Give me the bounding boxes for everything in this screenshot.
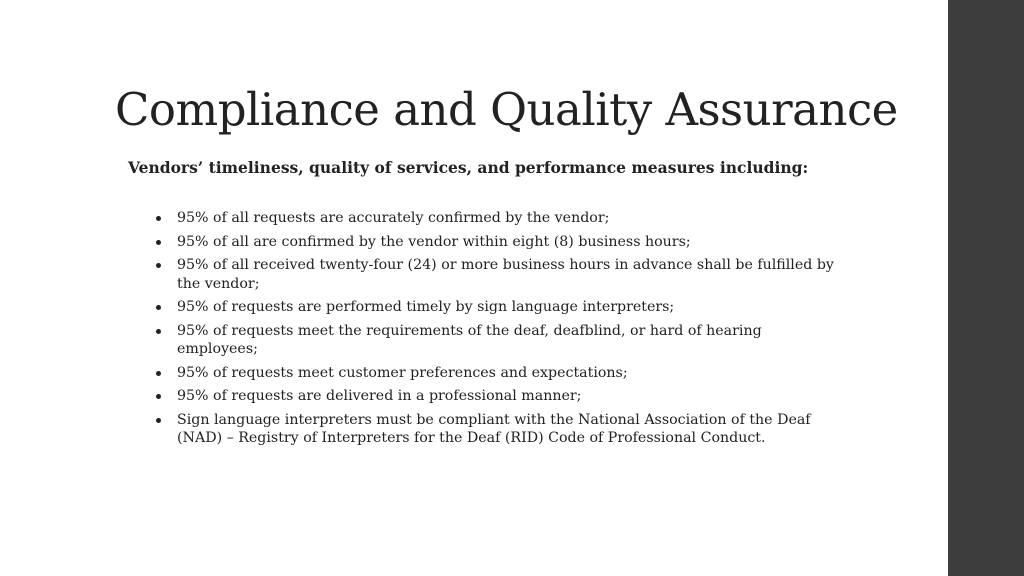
bullet-icon (156, 394, 161, 399)
bullet-icon (156, 263, 161, 268)
bullet-icon (156, 329, 161, 334)
bullet-item-5 (155, 322, 835, 359)
bullet-item-1 (155, 209, 835, 228)
bullet-icon (156, 240, 161, 245)
bullet-item-8 (155, 411, 835, 448)
bullet-item-4 (155, 298, 835, 317)
bullet-text: 95% of requests are performed timely by sign language interpreters; (177, 299, 675, 315)
bullet-item-2 (155, 233, 835, 252)
slide-title: Compliance and Quality Assurance (115, 83, 898, 136)
bullet-text: 95% of requests are delivered in a professional manner; (177, 388, 582, 404)
bullet-icon (156, 371, 161, 376)
bullet-list (155, 209, 835, 453)
bullet-icon (156, 216, 161, 221)
bullet-text: 95% of all requests are accurately confirmed by the vendor; (177, 210, 610, 226)
bullet-icon (156, 418, 161, 423)
bullet-text: 95% of requests meet the requirements of the deaf, deafblind, or hard of hearing employees; (177, 322, 762, 357)
bullet-item-7 (155, 387, 835, 406)
bullet-text: 95% of all received twenty-four (24) or more business hours in advance shall be fulfilled by the vendor; (177, 257, 834, 292)
bullet-icon (156, 305, 161, 310)
side-accent-bar (948, 0, 1024, 576)
intro-text: Vendors’ timeliness, quality of services, and performance measures including: (128, 158, 809, 177)
bullet-text: Sign language interpreters must be compliant with the National Association of the Deaf (NAD) – Registry of Interpreters for the Deaf (RID) Code of Professional Conduct. (177, 411, 811, 446)
bullet-text: 95% of requests meet customer preferences and expectations; (177, 364, 628, 381)
bullet-item-6 (155, 364, 835, 383)
bullet-text: 95% of all are confirmed by the vendor within eight (8) business hours; (177, 233, 691, 250)
bullet-item-3 (155, 256, 835, 293)
